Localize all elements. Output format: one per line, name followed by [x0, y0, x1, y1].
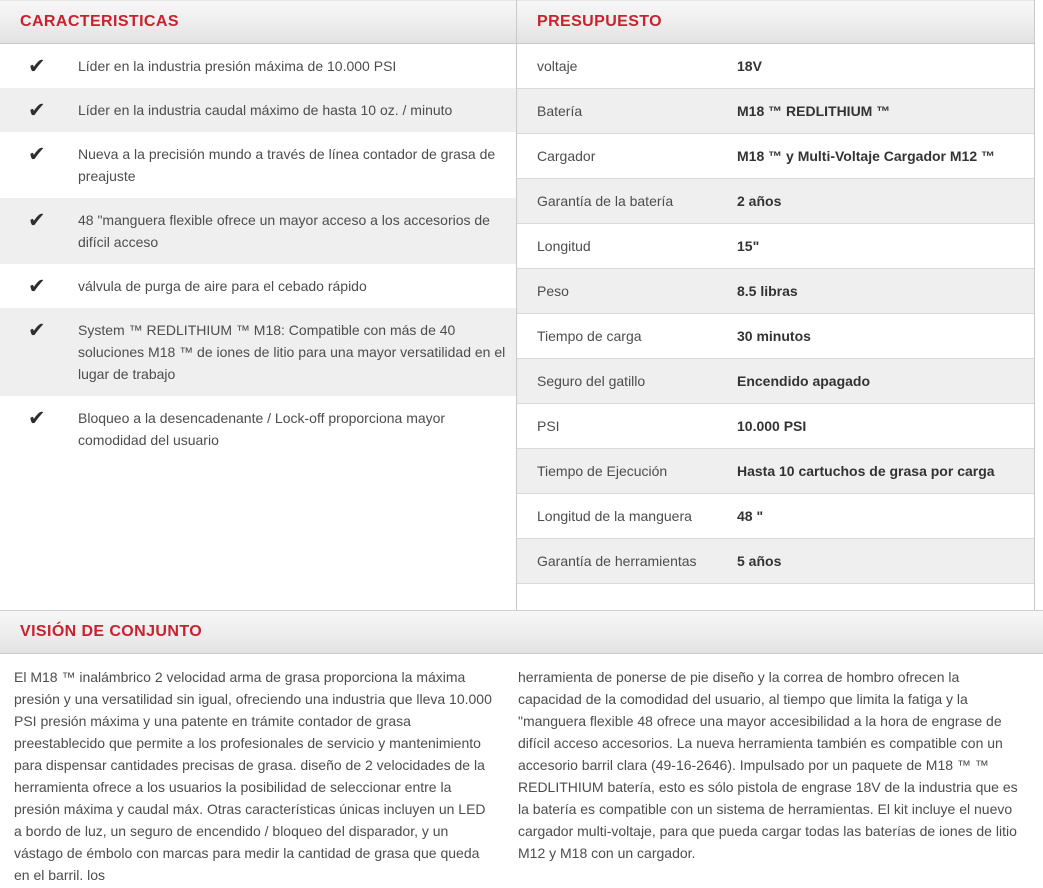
spec-label: Peso: [537, 283, 569, 299]
feature-text: Líder en la industria presión máxima de 10.000 PSI: [78, 58, 397, 74]
features-section: [0, 0, 516, 610]
check-icon: ✔: [28, 143, 46, 166]
specs-section: [516, 0, 1035, 610]
specs-header: [517, 0, 1034, 44]
feature-item: [0, 308, 516, 396]
features-list: [0, 44, 516, 462]
overview-paragraph-right: herramienta de ponerse de pie diseño y la correa de hombro ofrecen la capacidad de la comodidad del usuario, al tiempo que limita la fatiga y la "manguera flexible 48 ofrece una mayor accesibilidad a la hora de engrase de difícil acceso accesorios. La nueva herramienta también es compatible con un accesorio barril clara (49-16-2646). Impulsado por un paquete de M18 ™ ™ REDLITHIUM batería, esto es sólo pistola de engrase 18V de la industria que es la batería es compatible con un sistema de herramientas. El kit incluye el nuevo cargador multi-voltaje, para que pueda cargar todas las baterías de iones de litio M12 y M18 con un cargador.: [518, 669, 1018, 861]
spec-value: 10.000 PSI: [737, 418, 807, 434]
spec-value: 2 años: [737, 193, 782, 209]
check-icon: ✔: [28, 407, 46, 430]
spec-value: 30 minutos: [737, 328, 811, 344]
check-icon: ✔: [28, 209, 46, 232]
spec-row: [517, 179, 1034, 224]
features-header: [0, 0, 516, 44]
spec-row: [517, 449, 1034, 494]
overview-paragraph-left: El M18 ™ inalámbrico 2 velocidad arma de grasa proporciona la máxima presión y una versatilidad sin igual, ofreciendo una industria que lleva 10.000 PSI presión máxima y una patente en trámite contador de grasa preestablecido que permite a los profesionales de servicio y mantenimiento para dispensar cantidades precisas de grasa. diseño de 2 velocidades de la herramienta ofrece a los usuarios la posibilidad de seleccionar entre la presión máxima y caudal máx. Otras características únicas incluyen un LED a bordo de luz, un seguro de encendido / bloqueo del disparador, y un vástago de émbolo con marcas para medir la cantidad de grasa que queda en el barril. los: [14, 669, 492, 883]
spec-label: PSI: [537, 418, 560, 434]
feature-item: [0, 198, 516, 264]
feature-text: 48 "manguera flexible ofrece un mayor acceso a los accesorios de difícil acceso: [78, 212, 490, 250]
overview-section: [0, 610, 1043, 886]
spec-value: 5 años: [737, 553, 782, 569]
overview-body: [0, 654, 1043, 886]
feature-item: [0, 44, 516, 88]
spec-row: [517, 539, 1034, 584]
feature-item: [0, 264, 516, 308]
spec-value: M18 ™ REDLITHIUM ™: [737, 103, 891, 119]
feature-text: Bloqueo a la desencadenante / Lock-off proporciona mayor comodidad del usuario: [78, 410, 446, 448]
overview-title: VISIÓN DE CONJUNTO: [20, 623, 203, 640]
spec-label: Tiempo de Ejecución: [537, 463, 668, 479]
feature-item: [0, 132, 516, 198]
spec-row: [517, 494, 1034, 539]
spec-value: 48 ": [737, 508, 764, 524]
spec-value: 15": [737, 238, 760, 254]
feature-text: System ™ REDLITHIUM ™ M18: Compatible con más de 40 soluciones M18 ™ de iones de litio para una mayor versatilidad en el lugar de trabajo: [78, 322, 506, 382]
specs-table: [517, 44, 1034, 584]
spec-label: Tiempo de carga: [537, 328, 642, 344]
spec-value: 18V: [737, 58, 762, 74]
feature-item: [0, 88, 516, 132]
spec-value: Encendido apagado: [737, 373, 871, 389]
spec-label: Garantía de herramientas: [537, 553, 697, 569]
spec-row: [517, 89, 1034, 134]
check-icon: ✔: [28, 275, 46, 298]
spec-row: [517, 134, 1034, 179]
overview-header: [0, 610, 1043, 654]
spec-label: Seguro del gatillo: [537, 373, 646, 389]
spec-row: [517, 269, 1034, 314]
spec-row: [517, 359, 1034, 404]
feature-text: válvula de purga de aire para el cebado rápido: [78, 278, 367, 294]
spec-value: M18 ™ y Multi-Voltaje Cargador M12 ™: [737, 148, 996, 164]
spec-value: Hasta 10 cartuchos de grasa por carga: [737, 463, 995, 479]
check-icon: ✔: [28, 99, 46, 122]
check-icon: ✔: [28, 319, 46, 342]
feature-item: [0, 396, 516, 462]
feature-text: Líder en la industria caudal máximo de hasta 10 oz. / minuto: [78, 102, 453, 118]
spec-label: Longitud: [537, 238, 591, 254]
spec-label: Batería: [537, 103, 583, 119]
spec-label: Garantía de la batería: [537, 193, 674, 209]
check-icon: ✔: [28, 55, 46, 78]
spec-value: 8.5 libras: [737, 283, 798, 299]
spec-row: [517, 224, 1034, 269]
specs-title: PRESUPUESTO: [537, 13, 663, 30]
spec-label: Longitud de la manguera: [537, 508, 692, 524]
spec-label: Cargador: [537, 148, 596, 164]
spec-row: [517, 314, 1034, 359]
spec-row: [517, 404, 1034, 449]
features-title: CARACTERISTICAS: [20, 13, 179, 30]
spec-label: voltaje: [537, 58, 578, 74]
feature-text: Nueva a la precisión mundo a través de línea contador de grasa de preajuste: [78, 146, 496, 184]
spec-row: [517, 44, 1034, 89]
